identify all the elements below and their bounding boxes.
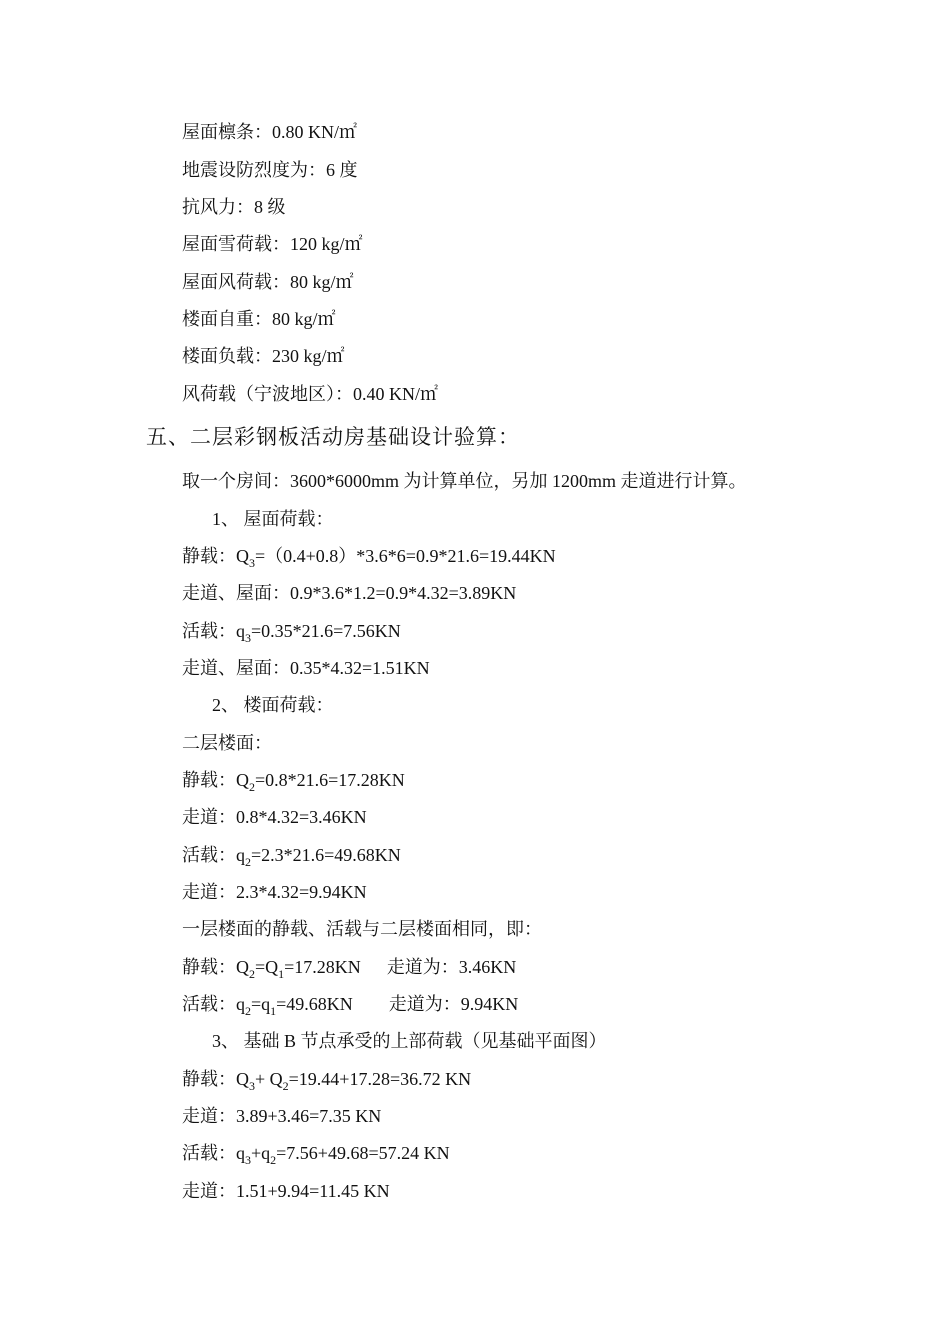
param-roof-snow-load: 屋面雪荷载：120 kg/㎡ [182, 234, 363, 254]
s3-live-load: 活载：$q_3+q_2=7.56+49.68=57.24$ KN [182, 1143, 450, 1167]
s2-floor1-note: 一层楼面的静载、活载与二层楼面相同，即： [182, 919, 542, 939]
s1-live-load: 活载：$q_3=0.35*21.6=7.56KN$ [182, 621, 401, 645]
s3-corridor-live: 走道：1.51+9.94=11.45 KN [182, 1181, 390, 1201]
param-floor-self-weight: 楼面自重：80 kg/㎡ [182, 309, 336, 329]
s3-corridor-dead: 走道：3.89+3.46=7.35 KN [182, 1106, 382, 1126]
s2-floor1-dead: 静载：$Q_2=Q_1=17.28KN$ 走道为：3.46KN [182, 957, 517, 981]
s2-floor2-label: 二层楼面： [182, 733, 272, 753]
param-roof-purlin: 屋面檩条：0.80 KN/㎡ [182, 122, 357, 142]
param-floor-load: 楼面负载：230 kg/㎡ [182, 346, 345, 366]
s2-floor1-live: 活载：$q_2=q_1=49.68KN$ 走道为：9.94KN [182, 994, 519, 1018]
s1-corridor-roof-dead: 走道、屋面：0.9*3.6*1.2=0.9*4.32=3.89KN [182, 583, 517, 603]
s3-dead-load: 静载：$Q_3+ Q_2=19.44+17.28=36.72$ KN [182, 1069, 472, 1093]
s1-title: 1、 屋面荷载： [212, 509, 334, 529]
section-heading: 五、二层彩钢板活动房基础设计验算： [146, 425, 520, 449]
s2-dead-load: 静载：$Q_2=0.8*21.6=17.28KN$ [182, 770, 405, 794]
s1-corridor-roof-live: 走道、屋面：0.35*4.32=1.51KN [182, 658, 430, 678]
s1-dead-load: 静载：$Q_3=(0.4+0.8)*3.6*6=0.9*21.6=19.44KN$ [182, 546, 556, 570]
s2-title: 2、 楼面荷载： [212, 695, 334, 715]
param-wind-resistance: 抗风力：8 级 [182, 197, 286, 217]
param-wind-load-ningbo: 风荷载（宁波地区）：0.40 KN/㎡ [182, 384, 438, 404]
s3-title: 3、 基础 B 节点承受的上部荷载（见基础平面图） [212, 1031, 607, 1051]
param-seismic: 地震设防烈度为：6 度 [182, 160, 358, 180]
param-roof-wind-load: 屋面风荷载：80 kg/㎡ [182, 272, 354, 292]
s2-corridor-dead: 走道：0.8*4.32=3.46KN [182, 807, 367, 827]
s2-corridor-live: 走道：2.3*4.32=9.94KN [182, 882, 367, 902]
intro-text: 取一个房间：3600*6000mm 为计算单位，另加 1200mm 走道进行计算。 [182, 471, 747, 491]
s2-live-load: 活载：$q_2=2.3*21.6=49.68KN$ [182, 845, 401, 869]
